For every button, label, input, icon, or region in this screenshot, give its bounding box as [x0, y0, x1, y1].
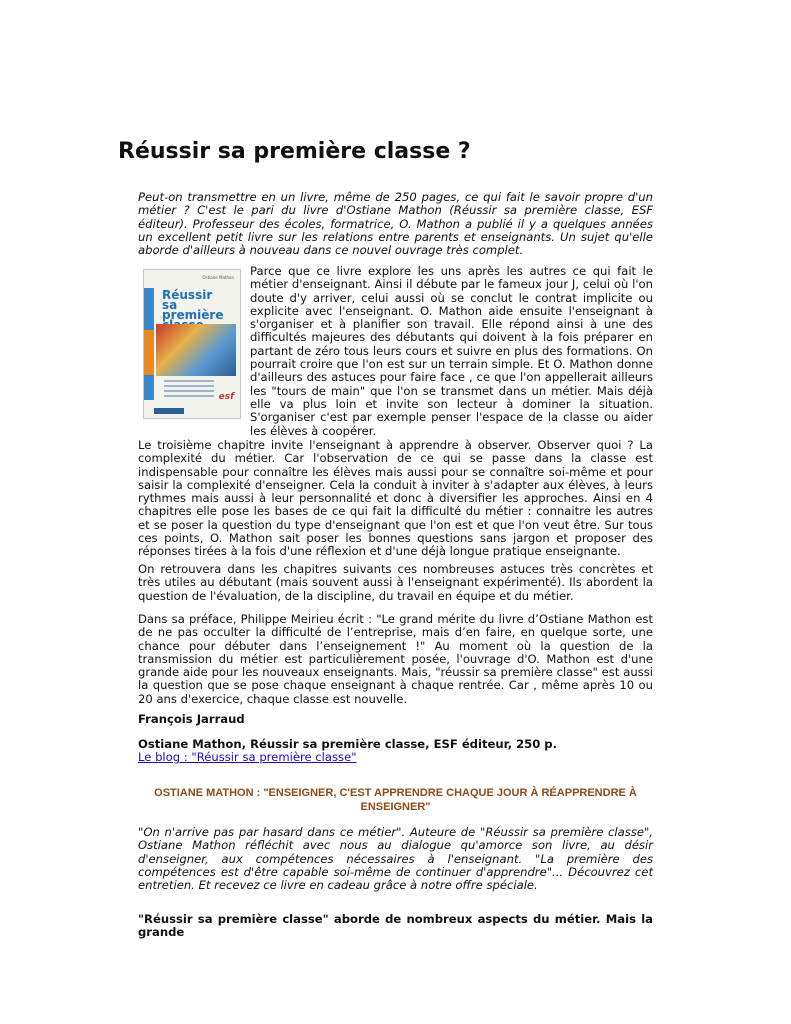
book-reference: Ostiane Mathon, Réussir sa première classe, ESF éditeur, 250 p.	[138, 737, 558, 751]
astuces-paragraph: On retrouvera dans les chapitres suivants ces nombreuses astuces très concrètes et très utiles au débutant (mais souvent aussi à l'enseignant expérimenté). Ils abordent la question de l'évaluation, de la discipline, du travail en équipe et du métier.	[138, 562, 653, 603]
book-section	[138, 265, 653, 438]
cover-title-line: Réussir	[162, 288, 213, 302]
question-start: "Réussir sa première classe" aborde de nombreux aspects du métier. Mais la grande	[138, 912, 653, 940]
intro-paragraph: Peut-on transmettre en un livre, même de 250 pages, ce qui fait le savoir propre d'un métier ? C'est le pari du livre d'Ostiane Mathon (Réussir sa première classe, ESF éditeur). Professeur des écoles, formatrice, O. Mathon a publié il y a quelques années un excellent petit livre sur les relations entre parents et enseignants. Un sujet qu'elle aborde d'ailleurs à nouveau dans ce nouvel ouvrage très complet.	[138, 190, 653, 258]
book-paragraph: Parce que ce livre explore les uns après les autres ce qui fait le métier d'enseignant. Ainsi il débute par le fameux jour J, celui où l'on doute d'y arriver, celui aussi où se conclut le contrat implicite ou explicite avec l'enseignant. O. Mathon aide ensuite l'enseignant à s'organiser et à planifier son travail. Elle répond ainsi à une des difficultés majeures des débutants qui doivent à la fois préparer en partant de zéro tous leurs cours et suivre en plus des formations. On pourrait croire que l'on est sur un terrain simple. Et O. Mathon donne d'ailleurs des astuces pour faire face , ce que l'on appellerait ailleurs les "tours de main" que l'on se transmet dans un métier. Mais déjà elle va plus loin et invite son lecteur à dominer la situation. S'organiser c'est par exemple penser l'espace de la classe ou aider les élèves à coopérer.	[250, 264, 653, 438]
cover-stripe-accent	[144, 330, 154, 375]
cover-photo	[156, 324, 236, 376]
chapter3-paragraph: Le troisième chapitre invite l'enseignant à apprendre à observer. Observer quoi ? La complexité du métier. Car l'observation de ce qui se passe dans la classe est indispensable pour connaître les élèves mais aussi pour se connaître soi-même et pour saisir la complexité d'enseigner. Cela la conduit à inviter à s'adapter aux élèves, à leurs rythmes mais aussi à leur personnalité et donc à diversifier les approches. Ainsi en 4 chapitres elle pose les bases de ce qui fait la difficulté du métier : connaitre les autres et se poser la question du type d'enseignant que l'on est et que l'on veut être. Sur tous ces points, O. Mathon sait poser les bonnes questions sans jargon et proposer des réponses tirées à la fois d'une réflexion et d'une déjà longue pratique enseignante.	[138, 438, 653, 559]
preface-paragraph: Dans sa préface, Philippe Meirieu écrit : "Le grand mérite du livre d’Ostiane Mathon est de ne pas occulter la difficulté de l’entreprise, mais d’en faire, en quelque sorte, une chance pour débuter dans l’enseignement !" Au moment où la question de la transmission du métier est particulièrement posée, l'ouvrage d'O. Mathon est d'une grande aide pour les nouveaux enseignants. Mais, "réussir sa première classe" est aussi la question que se pose chaque enseignant à chaque rentrée. Car , même après 10 ou 20 ans d'exercice, chaque classe est nouvelle.	[138, 612, 653, 706]
signature: François Jarraud	[138, 712, 245, 726]
interview-heading-line: OSTIANE MATHON : "ENSEIGNER, C'EST APPRENDRE CHAQUE JOUR À RÉAPPRENDRE À	[154, 787, 637, 799]
cover-bar	[154, 408, 184, 414]
cover-author: Ostiane Mathon	[202, 275, 234, 280]
interview-heading-line: ENSEIGNER"	[360, 800, 431, 813]
cover-title-line: sa première	[162, 298, 224, 322]
book-cover-image	[143, 269, 241, 419]
blog-link[interactable]: Le blog : "Réussir sa première classe"	[138, 750, 357, 764]
interview-heading	[138, 787, 653, 814]
cover-text-lines	[164, 380, 214, 400]
publisher-logo: esf	[218, 392, 234, 402]
interview-intro: "On n'arrive pas par hasard dans ce métier". Auteure de "Réussir sa première classe", Ostiane Mathon réfléchit avec nous au dialogue qu'amorce son livre, au désir d'enseigner, aux compétences nécessaires à l'enseignant. "La première des compétences est d'être capable soi-même de continuer d'apprendre"... Découvrez cet entretien. Et recevez ce livre en cadeau grâce à notre offre spéciale.	[138, 825, 653, 893]
page-title: Réussir sa première classe ?	[118, 139, 471, 164]
